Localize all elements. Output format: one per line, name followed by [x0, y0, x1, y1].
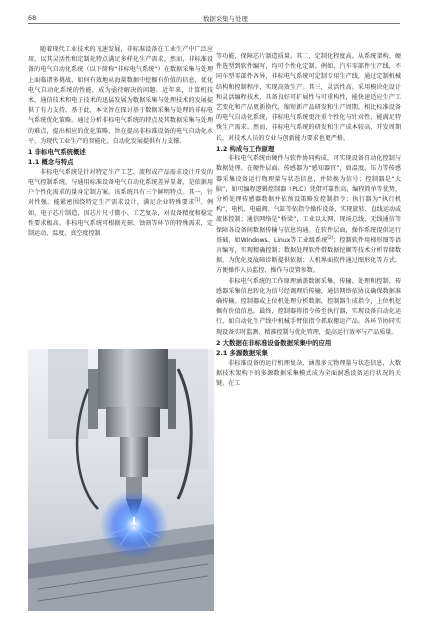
- citation-ref: [1]: [194, 197, 201, 203]
- section-1-1-heading: 1.1 概念与特点: [28, 158, 74, 167]
- section-1-heading: 1 非标电气系统概述: [28, 148, 86, 157]
- citation-ref: [2]: [327, 234, 334, 240]
- page-header: [28, 10, 400, 24]
- page-number: 68: [28, 14, 37, 22]
- header-rule: [28, 23, 400, 24]
- left-column: [28, 45, 213, 239]
- right-column: [216, 52, 401, 389]
- multisource-paragraph: 非标准设备的运行机理复杂，涵盖多元物理量与状态信息，大数据技术架构下的多源数据采集模式成为全面洞悉设备运行状况的关键。在工: [216, 359, 401, 388]
- continued-paragraph: 等功能，保障芯片制造质量。其二，定制化程度高。从系统架构、硬件选型到软件编写，均可个性化定制。例如，汽车零部件生产线，不同车型零部件各异，非标电气系统可定制专用生产线，通过定制机械结构和控制程序，实现高效生产。其三，灵活性高。采用模块化设计和灵活编程技术，具备良好可扩展性与可重构性，能快速适应生产工艺变化和产品更新换代，缩短新产品研发和生产周期。相比标准设备的电气自动化系统，非标电气系统更注重个性化与针对性，能满足特殊生产需求。然而，非标电气系统的研发和生产成本较高，开发周期长，对技术人员的专业与创新能力要求也更严格。: [216, 53, 401, 142]
- laser-machine-illustration: [28, 349, 214, 611]
- composition-paragraph: 非标电气系统由硬件与软件协同构成，可实现设备自动化控制与数据处理。在硬件层面，传感器为“感知器官”，如温度、压力等传感器采集设备运行物理量与状态信息，并转换为信号；控制器是“大脑”，如可编程逻辑控制器（PLC）凭借可靠性高、编程简单等优势，分析处理传感器数据并依预设策略发控制指令；执行器为“执行机构”，电机、电磁阀、气缸等依指令操作设备，实现旋转、直线运动或流体控制；通信网络是“桥梁”，工业以太网、现场总线、无线通信等保障各设备间数据传输与信息沟通。在软件层面，操作系统提供运行基础，如Windows、Linux等工业级系统[2]；控制软件用梯形图等语言编写，实现精确控制；数据处理软件借数据挖掘等技术分析存储数据，为优化及故障诊断提供依据；人机界面软件通过图形化等方式，方便操作人员监控、操作与设置参数。: [216, 155, 401, 275]
- concept-paragraph: 非标电气系统是针对特定生产工艺、流程或产品需求设计开发的电气控制系统，与通用标准设备电气自动化系统差异显著，是依据用户个性化需求的量身定制方案。该系统具有三个鲜明特点。其一，针对性强。能紧密围绕特定生产需求设计，满足企业特殊要求[1]。例如，电子芯片制造，因芯片尺寸微小、工艺复杂，对设备精度和稳定性要求极高。非标电气系统可根据光刻、蚀刻等环节的特殊需求，定制运动、温度、真空度控制: [28, 168, 214, 238]
- industrial-laser-machine-photo: [28, 349, 214, 611]
- principle-paragraph: 非标电气系统的工作原理涵盖数据采集、传输、处理和控制。传感器采集信息转化为信号经调理后传输，通信网络依协议确保数据准确传输。控制器或上位机处理分析数据，控制器生成指令，上位机挖掘有价值信息。最终，控制器将指令传至执行器，实现设备自动化运行，如自动化生产线中机械手臂依指令抓取搬运产品。各环节协同实现设备实时监测、精准控制与优化管理，提高运行效率与产品质量。: [216, 277, 401, 336]
- section-2-heading: 2 大数据在非标准设备数据采集中的应用: [216, 338, 332, 347]
- intro-paragraph: 随着现代工业技术的飞速发展，非标准设备在工业生产中广泛应用，以其灵活性和定制化特点满足多样化生产需求。然而，非标准设备的电气自动化系统（以下简称“非标电气系统”）在数据采集与处理上面临诸多挑战，如何有效地从海量数据中挖掘有价值的信息，优化电气自动化系统的性能，成为亟待解决的问题。近年来，计算机技术、通信技术和电子技术的迅猛发展为数据采集与处理技术的发展提供了有力支持。基于此，本文旨在探讨基于数据采集与处理的非标电气系统优化策略。通过分析非标电气系统的特点及其数据采集与处理的难点，提出相应的优化策略，旨在提高非标准设备的电气自动化水平，为现代工业生产的智能化、自动化发展提供有力支撑。: [28, 46, 213, 145]
- journal-title: 数据采集与处理: [203, 15, 248, 23]
- section-1-2-heading: 1.2 构成与工作原理: [216, 144, 275, 153]
- section-2-1-heading: 2.1 多源数据采集: [216, 349, 268, 358]
